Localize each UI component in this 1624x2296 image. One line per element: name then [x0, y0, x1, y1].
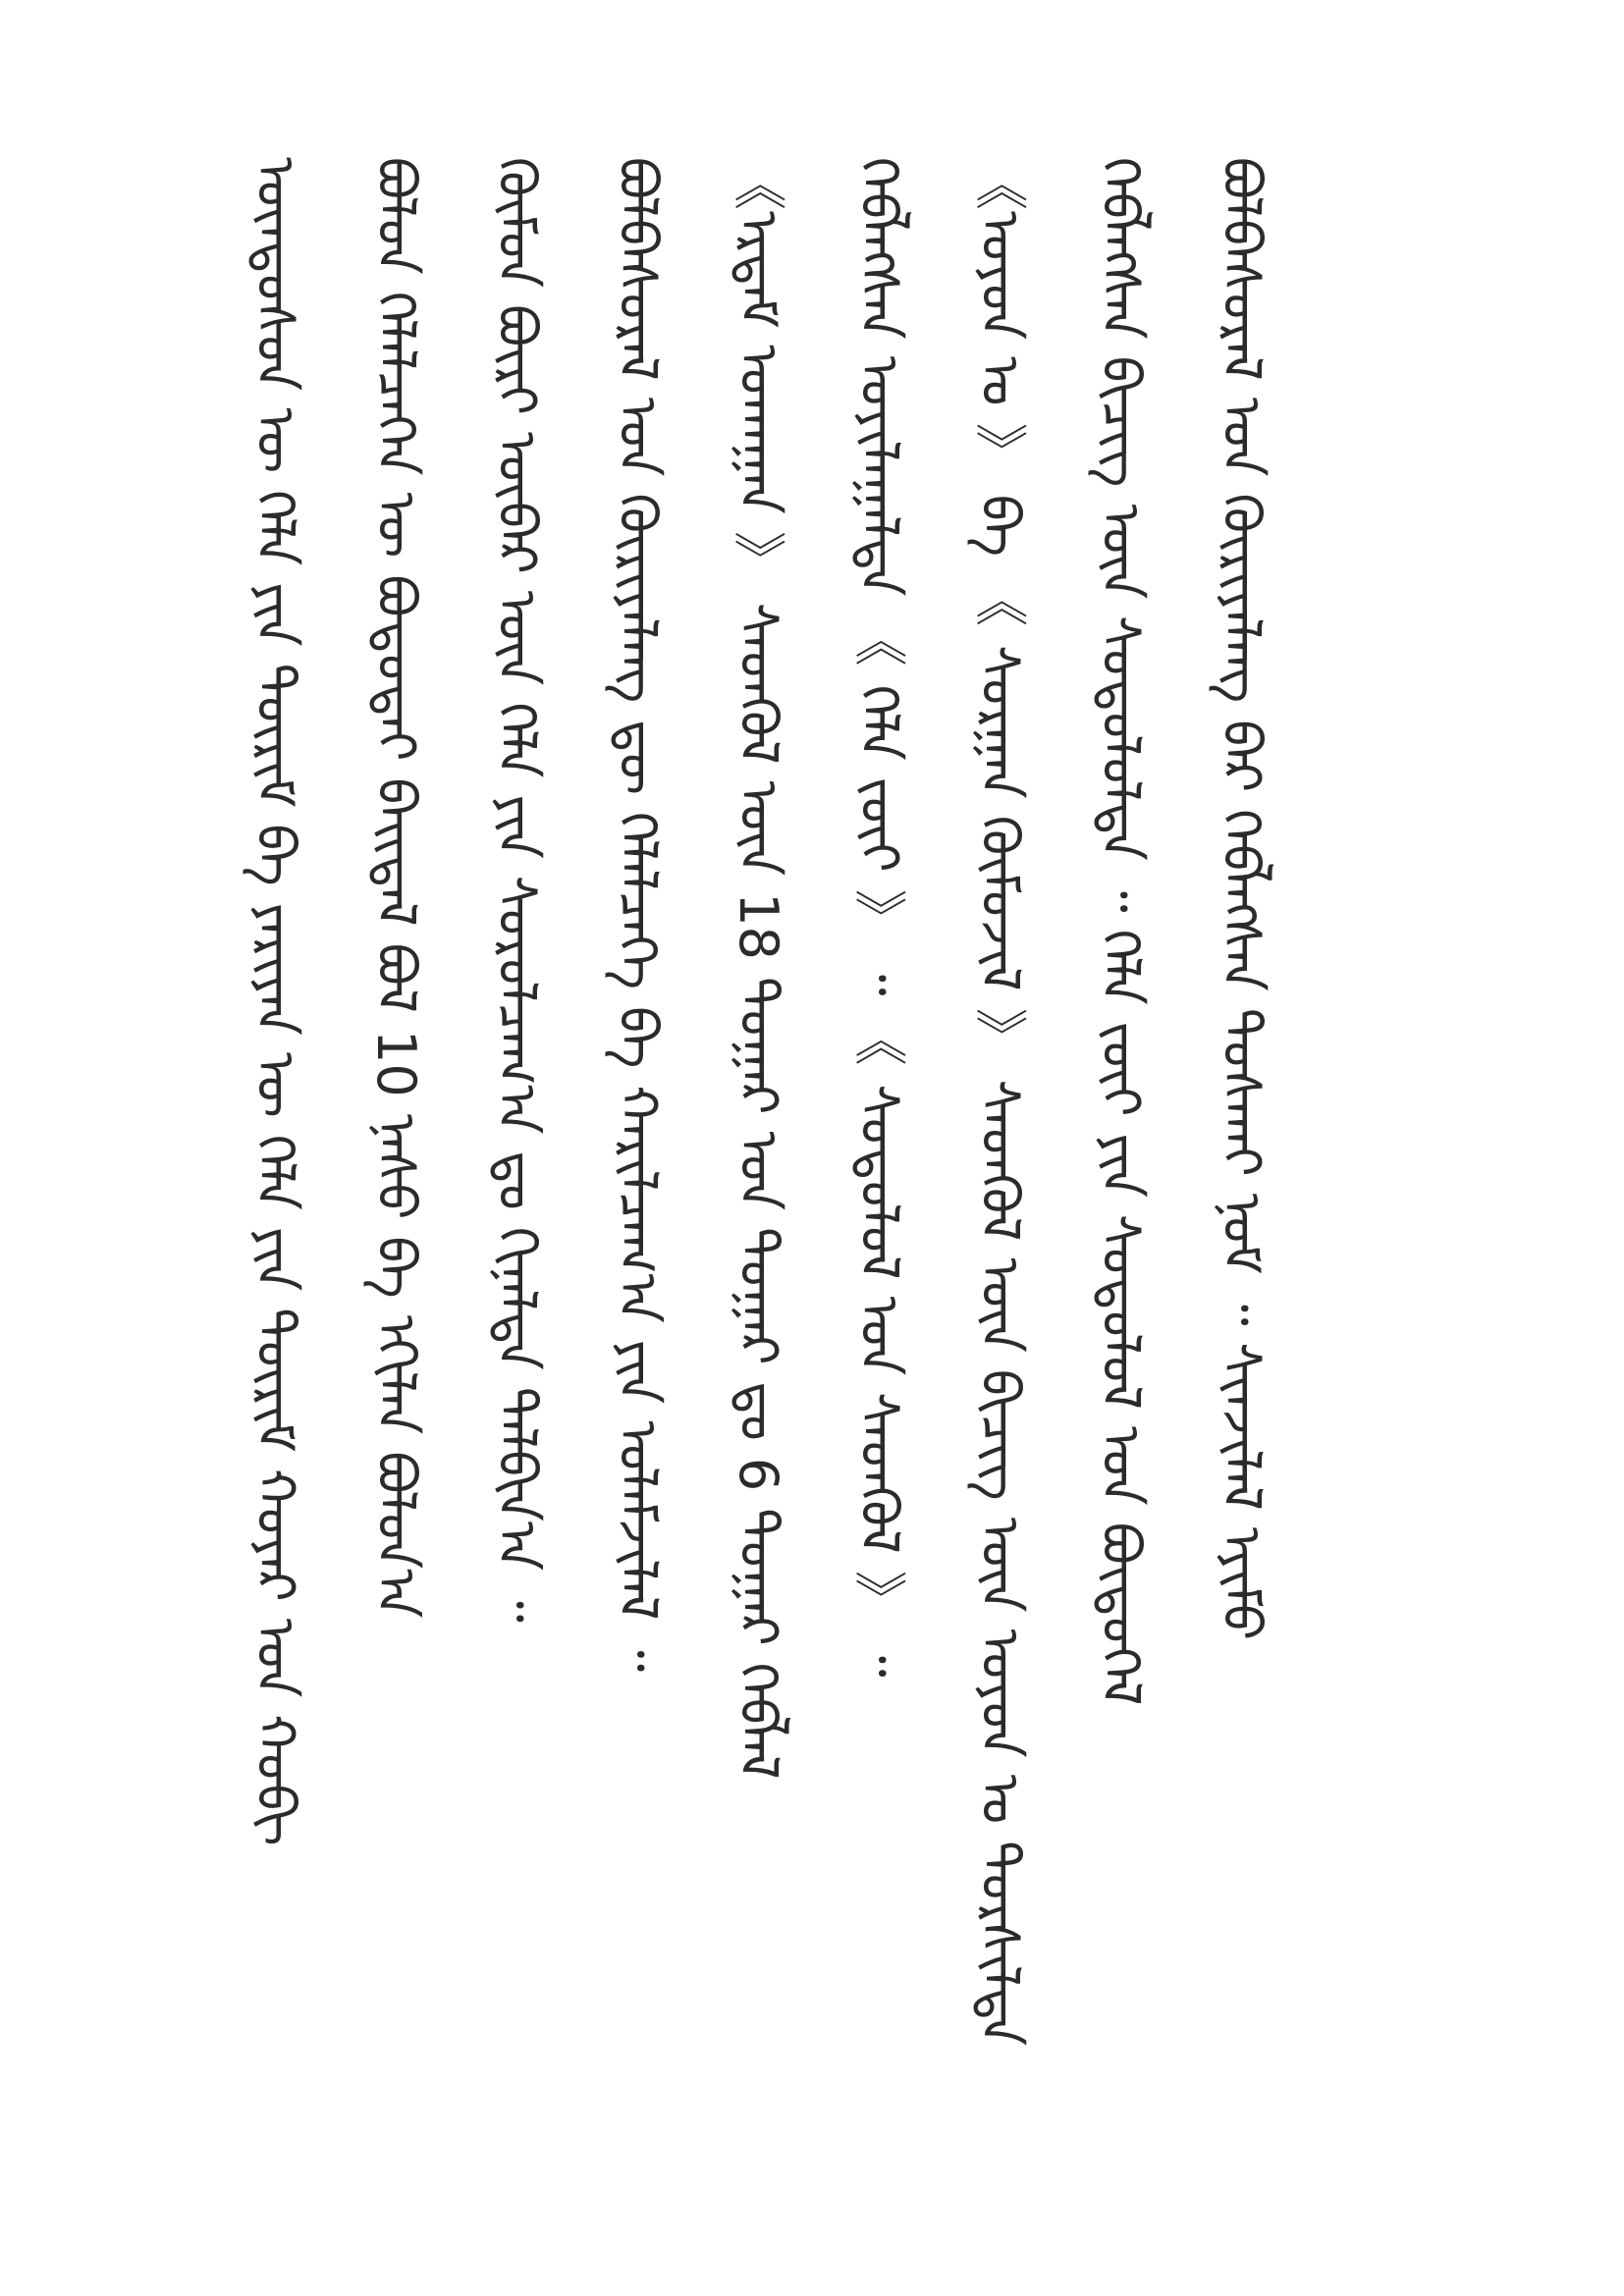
text-line: 《ᠡᠷᠳᠡᠮ ᠤᠬᠠᠭᠠᠨ 》 ᠰᠡᠳᠬᠦᠯ ᠦᠨ 18 ᠳᠤᠭᠠᠷ ᠤᠨ ᠳᠤᠭᠠᠷ ᠳᠤ 6 ᠳᠤᠭᠠᠷ ᠬᠡᠪᠯᠡᠯ	[728, 157, 789, 1780]
vertical-text-block	[226, 157, 1296, 2110]
text-column-3	[467, 157, 566, 2110]
text-line: ᠪᠣᠯᠪᠠᠰᠤᠷᠠᠯ ᠤᠨ ᠬᠦᠷᠢᠶᠡᠯᠡᠩ ᠪᠡᠷ ᠬᠡᠪᠯᠡᠭᠰᠡᠨ ᠲᠤᠰᠬᠠᠢ ᠨᠣᠮ ᠃ ᠰᠢᠨᠵᠢᠯᠡᠯ ᠡᠶᠢᠮᠦ	[1211, 157, 1272, 1641]
text-column-7	[950, 157, 1049, 2110]
text-line: ᠦᠨᠳᠦᠰᠦᠨ ᠦ ᠬᠡᠯᠡ ᠶᠢᠨ ᠳᠦᠷᠢᠮ ᠪᠠ ᠶᠠᠷᠢᠶᠠᠨ ᠦ ᠬᠡᠯᠡ ᠶᠢᠨ ᠳᠦᠷᠢᠮ ᠬᠣᠶᠠᠷ ᠤᠨ ᠬᠣᠪᠢ	[244, 157, 306, 1846]
text-column-1	[226, 157, 324, 2110]
text-line: ᠬᠡᠪᠯᠡᠭᠰᠡᠨ ᠣᠶᠢᠯᠠᠭᠠᠯᠲᠠ 《 ᠬᠡᠯᠡ ᠵᠦᠢ 》 ᠃ 《 ᠰᠤᠳᠤᠯᠤᠯ ᠤᠨ ᠰᠡᠳᠬᠦᠯ 》 ᠃	[848, 157, 910, 1678]
text-column-5	[709, 157, 807, 2110]
text-column-4	[588, 157, 686, 2110]
text-column-8	[1071, 157, 1169, 2110]
text-column-2	[347, 157, 445, 2110]
text-line: ᠪᠣᠯᠤᠨ ᠬᠡᠯᠡᠯᠴᠡᠭᠡᠨ ᠦ ᠪᠣᠳᠣᠳᠠᠢ ᠪᠠᠢᠳᠠᠯ ᠪᠣᠯ 10 ᠨᠠᠰᠤ ᠪᠠ ᠡᠬᠢᠯᠡᠨ ᠪᠣᠯᠤᠨ᠎ᠠ	[365, 157, 427, 1619]
text-column-9	[1192, 157, 1290, 2110]
text-line: ᠪᠣᠯᠪᠠᠰᠤᠷᠠᠯ ᠤᠨ ᠬᠦᠷᠢᠶᠡᠯᠡᠩ ᠳᠦ ᠬᠡᠯᠡᠯᠴᠡᠭᠡ ᠪᠠ ᠬᠠᠷᠢᠯᠴᠠᠭ᠎ᠠ ᠶᠢᠨ ᠤᠯᠠᠮᠵᠢᠯᠠᠯ ᠃	[607, 157, 669, 1673]
text-line: ᠬᠦᠮᠦᠨ ᠪᠦᠷᠢ ᠥᠪᠡᠷ ᠦᠨ ᠬᠡᠯᠡ ᠶᠢᠨ ᠰᠤᠷᠤᠯᠴᠠᠭ᠎ᠠ ᠳᠤ ᠬᠢᠨᠠᠯᠲᠠ ᠲᠠᠯᠪᠢᠨ᠎ᠠ ᠃	[486, 157, 548, 1623]
text-column-6	[830, 157, 928, 2110]
text-line: 《ᠣᠶᠤᠨ ᠤ 》 ᠪᠠ 《 ᠰᠤᠷᠭᠠᠨ ᠬᠦᠮᠦᠵᠢᠯ 》 ᠰᠡᠳᠬᠦᠯ ᠦᠨ ᠪᠢᠴᠢᠭ ᠦᠨ ᠣᠶᠤᠨ ᠤ ᠲᠤᠷᠰᠢᠯᠲᠠ	[969, 157, 1031, 2047]
text-line: ᠬᠡᠪᠯᠡᠭᠰᠡᠨ ᠪᠢᠴᠢᠭ ᠦᠨ ᠰᠤᠳᠤᠯᠤᠯᠲᠠ ᠃ ᠬᠡᠯᠡ ᠵᠦᠢ ᠶᠢᠨ ᠰᠤᠳᠤᠯᠤᠯ ᠤᠨ ᠪᠦᠲᠦᠭᠡᠯ	[1090, 157, 1152, 1706]
